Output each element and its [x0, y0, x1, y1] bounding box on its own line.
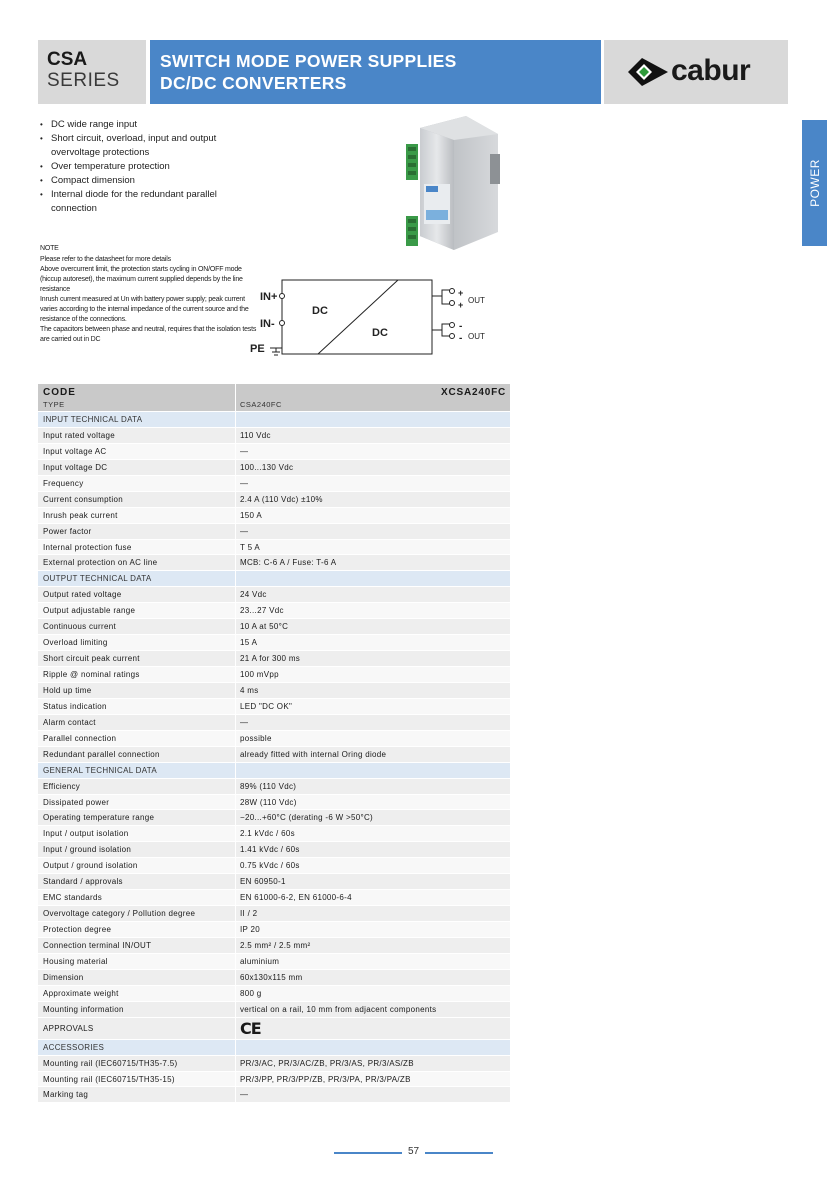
note-block	[40, 244, 262, 345]
table-row	[38, 508, 510, 524]
table-row	[38, 906, 510, 922]
table-row	[38, 699, 510, 715]
note-line: The capacitors between phase and neutral, requires that the isolation tests are carried out in DC	[40, 326, 257, 343]
feature-item: • Over temperature protection	[40, 160, 240, 174]
section-title: INPUT TECHNICAL DATA	[38, 412, 235, 427]
spec-key: Dissipated power	[38, 795, 235, 810]
table-row	[38, 555, 510, 571]
spec-key: Protection degree	[38, 922, 235, 937]
spec-value: —	[235, 1087, 510, 1102]
spec-key: Input rated voltage	[38, 428, 235, 443]
label-in-minus: IN-	[260, 318, 275, 330]
spec-key: Output adjustable range	[38, 603, 235, 618]
spec-key: Output / ground isolation	[38, 858, 235, 873]
feature-item: • Internal diode for the redundant parallel connection	[40, 188, 240, 216]
note-line: Please refer to the datasheet for more details	[40, 256, 171, 263]
approvals-row	[38, 1018, 510, 1040]
section-header-row	[38, 763, 510, 779]
spec-key: Mounting rail (IEC60715/TH35-7.5)	[38, 1056, 235, 1071]
spec-key: Hold up time	[38, 683, 235, 698]
spec-key: Input voltage DC	[38, 460, 235, 475]
label-minus-2: -	[459, 333, 463, 344]
spec-key: Input voltage AC	[38, 444, 235, 459]
spec-value: 0.75 kVdc / 60s	[235, 858, 510, 873]
table-row	[38, 651, 510, 667]
spec-value: 21 A for 300 ms	[235, 651, 510, 666]
label-out-bottom: OUT	[468, 332, 485, 341]
label-plus-1: +	[458, 288, 464, 298]
series-label: SERIES	[47, 70, 120, 91]
spec-key: Marking tag	[38, 1087, 235, 1102]
spec-table	[38, 384, 510, 1103]
spec-value: —	[235, 444, 510, 459]
table-row	[38, 747, 510, 763]
series-box	[38, 40, 146, 104]
label-out-top: OUT	[468, 296, 485, 305]
table-row	[38, 810, 510, 826]
table-row	[38, 587, 510, 603]
spec-key: Ripple @ nominal ratings	[38, 667, 235, 682]
spec-value: 150 A	[235, 508, 510, 523]
table-row	[38, 1087, 510, 1103]
spec-key: EMC standards	[38, 890, 235, 905]
note-line: Inrush current measured at Un with battery power supply; peak current varies according to the internal impedance of the current source and the resistance of the connections.	[40, 296, 249, 323]
spec-key: Dimension	[38, 970, 235, 985]
table-row	[38, 1056, 510, 1072]
brand-logo	[604, 40, 788, 104]
footer-rule-left	[334, 1152, 402, 1154]
ce-mark-icon: CE	[240, 1018, 261, 1038]
note-title: NOTE	[40, 245, 59, 252]
footer-rule-right	[425, 1152, 493, 1154]
note-line: Above overcurrent limit, the protection starts cycling in ON/OFF mode (hiccup autoreset), the maximum current supplied depends by the line resistance	[40, 266, 243, 293]
feature-item: • Short circuit, overload, input and output overvoltage protections	[40, 132, 240, 160]
table-row	[38, 938, 510, 954]
spec-key: Overvoltage category / Pollution degree	[38, 906, 235, 921]
spec-value: 24 Vdc	[235, 587, 510, 602]
spec-value: 110 Vdc	[235, 428, 510, 443]
spec-value: 10 A at 50°C	[235, 619, 510, 634]
spec-key: Status indication	[38, 699, 235, 714]
product-image	[394, 114, 504, 254]
spec-key: Housing material	[38, 954, 235, 969]
code-header-row	[38, 384, 510, 412]
label-minus-1: -	[459, 321, 463, 332]
title-line-1: SWITCH MODE POWER SUPPLIES	[160, 51, 457, 71]
section-header-row	[38, 1040, 510, 1056]
spec-key: Operating temperature range	[38, 810, 235, 825]
label-in-plus: IN+	[260, 291, 278, 303]
accessory-rows	[38, 1040, 510, 1104]
spec-value: 2.1 kVdc / 60s	[235, 826, 510, 841]
spec-key: Standard / approvals	[38, 874, 235, 889]
spec-key: Efficiency	[38, 779, 235, 794]
table-row	[38, 842, 510, 858]
spec-key: Parallel connection	[38, 731, 235, 746]
spec-value: 60x130x115 mm	[235, 970, 510, 985]
series-code: CSA	[47, 49, 88, 70]
section-title: OUTPUT TECHNICAL DATA	[38, 571, 235, 586]
spec-value: vertical on a rail, 10 mm from adjacent components	[235, 1002, 510, 1017]
table-row	[38, 731, 510, 747]
table-row	[38, 667, 510, 683]
spec-value: −20...+60°C (derating -6 W >50°C)	[235, 810, 510, 825]
spec-value: 2.4 A (110 Vdc) ±10%	[235, 492, 510, 507]
spec-value: —	[235, 715, 510, 730]
spec-key: Frequency	[38, 476, 235, 491]
spec-key: Mounting information	[38, 1002, 235, 1017]
table-row	[38, 492, 510, 508]
type-value: CSA240FC	[240, 400, 282, 409]
label-plus-2: +	[458, 300, 464, 310]
side-tab-power	[802, 120, 827, 246]
spec-key: Mounting rail (IEC60715/TH35-15)	[38, 1072, 235, 1087]
feature-item: • DC wide range input	[40, 118, 240, 132]
label-pe: PE	[250, 343, 265, 355]
table-row	[38, 826, 510, 842]
section-title: ACCESSORIES	[38, 1040, 235, 1055]
spec-value: 100...130 Vdc	[235, 460, 510, 475]
code-value: XCSA240FC	[441, 387, 506, 398]
table-row	[38, 683, 510, 699]
side-tab-label: POWER	[807, 159, 822, 207]
feature-list	[40, 118, 240, 216]
type-label: TYPE	[43, 400, 65, 409]
spec-value: 4 ms	[235, 683, 510, 698]
spec-value: 100 mVpp	[235, 667, 510, 682]
spec-value	[235, 571, 510, 586]
spec-key: Input / output isolation	[38, 826, 235, 841]
table-row	[38, 476, 510, 492]
spec-key: Overload limiting	[38, 635, 235, 650]
table-row	[38, 858, 510, 874]
spec-rows	[38, 412, 510, 1018]
spec-value: 28W (110 Vdc)	[235, 795, 510, 810]
table-row	[38, 524, 510, 540]
title-box	[150, 40, 601, 104]
spec-value: 800 g	[235, 986, 510, 1001]
spec-value: 2.5 mm² / 2.5 mm²	[235, 938, 510, 953]
table-row	[38, 460, 510, 476]
table-row	[38, 540, 510, 556]
spec-value	[235, 412, 510, 427]
spec-value: EN 60950-1	[235, 874, 510, 889]
spec-value: 1.41 kVdc / 60s	[235, 842, 510, 857]
section-header-row	[38, 412, 510, 428]
spec-value: IP 20	[235, 922, 510, 937]
spec-key: Inrush peak current	[38, 508, 235, 523]
label-dc-left: DC	[312, 305, 328, 317]
page-number: 57	[407, 1146, 420, 1157]
label-dc-right: DC	[372, 327, 388, 339]
table-row	[38, 603, 510, 619]
spec-value: T 5 A	[235, 540, 510, 555]
table-row	[38, 890, 510, 906]
table-row	[38, 444, 510, 460]
code-label: CODE	[43, 387, 76, 398]
spec-key: Internal protection fuse	[38, 540, 235, 555]
spec-key: Current consumption	[38, 492, 235, 507]
table-row	[38, 874, 510, 890]
spec-key: Continuous current	[38, 619, 235, 634]
spec-value: 23...27 Vdc	[235, 603, 510, 618]
spec-key: Connection terminal IN/OUT	[38, 938, 235, 953]
spec-key: Short circuit peak current	[38, 651, 235, 666]
table-row	[38, 922, 510, 938]
cabur-logo-icon	[628, 57, 668, 87]
title-line-2: DC/DC CONVERTERS	[160, 73, 347, 93]
table-row	[38, 779, 510, 795]
table-row	[38, 1002, 510, 1018]
spec-key: Redundant parallel connection	[38, 747, 235, 762]
spec-key: Alarm contact	[38, 715, 235, 730]
spec-value: aluminium	[235, 954, 510, 969]
spec-key: External protection on AC line	[38, 555, 235, 570]
spec-key: Input / ground isolation	[38, 842, 235, 857]
table-row	[38, 1072, 510, 1088]
table-row	[38, 428, 510, 444]
table-row	[38, 970, 510, 986]
spec-value	[235, 1040, 510, 1055]
table-row	[38, 986, 510, 1002]
table-row	[38, 795, 510, 811]
spec-value: 89% (110 Vdc)	[235, 779, 510, 794]
brand-name: cabur	[671, 54, 751, 87]
section-header-row	[38, 571, 510, 587]
section-title: GENERAL TECHNICAL DATA	[38, 763, 235, 778]
spec-value: already fitted with internal Oring diode	[235, 747, 510, 762]
spec-value: LED "DC OK"	[235, 699, 510, 714]
spec-value: MCB: C-6 A / Fuse: T-6 A	[235, 555, 510, 570]
spec-value: —	[235, 476, 510, 491]
table-row	[38, 619, 510, 635]
spec-value: II / 2	[235, 906, 510, 921]
table-row	[38, 635, 510, 651]
spec-key: Power factor	[38, 524, 235, 539]
spec-value: PR/3/AC, PR/3/AC/ZB, PR/3/AS, PR/3/AS/ZB	[235, 1056, 510, 1071]
feature-item: • Compact dimension	[40, 174, 240, 188]
spec-key: Output rated voltage	[38, 587, 235, 602]
spec-value	[235, 763, 510, 778]
spec-value: PR/3/PP, PR/3/PP/ZB, PR/3/PA, PR/3/PA/ZB	[235, 1072, 510, 1087]
approvals-label: APPROVALS	[38, 1018, 235, 1039]
spec-value: EN 61000-6-2, EN 61000-6-4	[235, 890, 510, 905]
table-row	[38, 715, 510, 731]
circuit-diagram	[248, 272, 488, 362]
table-row	[38, 954, 510, 970]
spec-value: 15 A	[235, 635, 510, 650]
spec-value: —	[235, 524, 510, 539]
spec-value: possible	[235, 731, 510, 746]
spec-key: Approximate weight	[38, 986, 235, 1001]
